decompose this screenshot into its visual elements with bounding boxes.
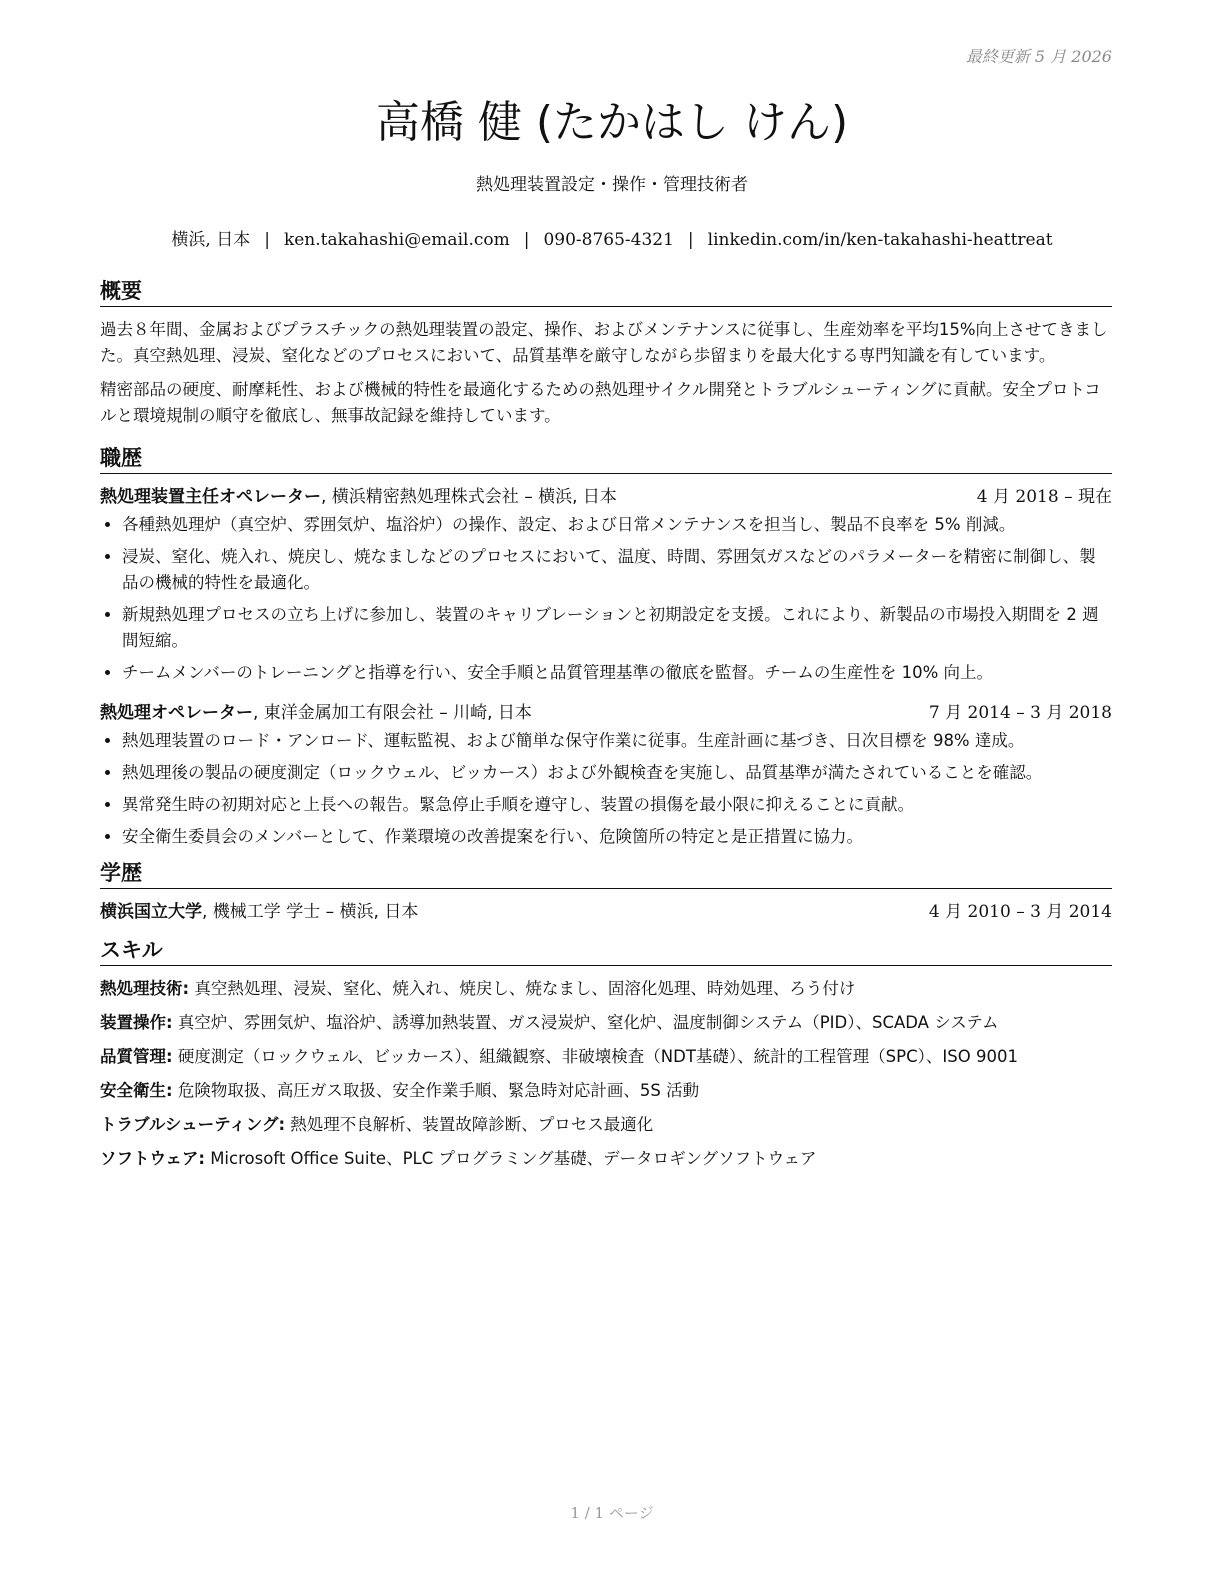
resume-content — [100, 278, 1112, 1180]
job-bullet: • 安全衛生委員会のメンバーとして、作業環境の改善提案を行い、危険箇所の特定と是正措置に協力。 — [122, 824, 1112, 850]
job-bullet: • 異常発生時の初期対応と上長への報告。緊急停止手順を遵守し、装置の損傷を最小限に抑えることに貢献。 — [122, 792, 1112, 818]
skill-value: 真空炉、雰囲気炉、塩浴炉、誘導加熱装置、ガス浸炭炉、窒化炉、温度制御システム（PID）、SCADA システム — [172, 1013, 999, 1032]
education-school: 横浜国立大学 — [100, 902, 202, 922]
job-bullet: • 熱処理装置のロード・アンロード、運転監視、および簡単な保守作業に従事。生産計画に基づき、日次目標を 98% 達成。 — [122, 728, 1112, 754]
job-header — [100, 700, 1112, 726]
job-role: 熱処理オペレーター — [100, 703, 253, 723]
contact-email[interactable]: ken.takahashi@email.com — [283, 230, 510, 250]
job-company: , 横浜精密熱処理株式会社 – 横浜, 日本 — [321, 487, 617, 507]
skill-value: 熱処理不良解析、装置故障診断、プロセス最適化 — [285, 1115, 654, 1134]
job-role-company — [100, 700, 532, 726]
summary-paragraph: 精密部品の硬度、耐摩耗性、および機械的特性を最適化するための熱処理サイクル開発とトラブルシューティングに貢献。安全プロトコルと環境規制の順守を徹底し、無事故記録を維持しています。 — [100, 380, 1101, 425]
skill-label: 品質管理: — [100, 1047, 173, 1066]
skill-item — [100, 1010, 1112, 1036]
page-number: 1 / 1 ページ — [570, 1504, 654, 1522]
skill-label: 熱処理技術: — [100, 979, 190, 998]
job-role: 熱処理装置主任オペレーター — [100, 487, 321, 507]
contact-line — [0, 225, 1224, 250]
skill-value: 真空熱処理、浸炭、窒化、焼入れ、焼戻し、焼なまし、固溶化処理、時効処理、ろう付け — [189, 979, 856, 998]
section-title-skills: スキル — [100, 937, 1112, 966]
job-entry — [100, 700, 1112, 850]
education-entry — [100, 899, 1112, 925]
section-title-experience: 職歴 — [100, 445, 1112, 474]
job-headline: 熱処理装置設定・操作・管理技術者 — [476, 175, 748, 195]
section-title-education: 学歴 — [100, 860, 1112, 889]
job-entry — [100, 484, 1112, 686]
skill-value: Microsoft Office Suite、PLC プログラミング基礎、データロギングソフトウェア — [204, 1149, 817, 1168]
candidate-name: 高橋 健 (たかはし けん) — [375, 97, 849, 148]
contact-separator: | — [264, 230, 270, 250]
skill-item — [100, 1044, 1112, 1070]
contact-separator: | — [523, 230, 530, 250]
skill-value: 危険物取扱、高圧ガス取扱、安全作業手順、緊急時対応計画、5S 活動 — [172, 1081, 700, 1100]
summary-paragraph: 過去８年間、金属およびプラスチックの熱処理装置の設定、操作、およびメンテナンスに従事し、生産効率を平均15%向上させてきました。真空熱処理、浸炭、窒化などのプロセスにおいて、品質基準を厳守しながら歩留まりを最大化する専門知識を有しています。 — [100, 320, 1108, 365]
job-dates: 7 月 2014 – 3 月 2018 — [928, 703, 1112, 723]
education-degree: , 機械工学 学士 – 横浜, 日本 — [202, 902, 419, 922]
skill-label: ソフトウェア: — [100, 1149, 205, 1168]
section-title-summary: 概要 — [100, 278, 1112, 307]
job-bullet: • 各種熱処理炉（真空炉、雰囲気炉、塩浴炉）の操作、設定、および日常メンテナンスを担当し、製品不良率を 5% 削減。 — [122, 512, 1112, 538]
skill-label: 安全衛生: — [100, 1081, 173, 1100]
contact-location: 横浜, 日本 — [171, 230, 251, 250]
last-updated: 最終更新 5 月 2026 — [965, 47, 1112, 66]
job-bullet: • 熱処理後の製品の硬度測定（ロックウェル、ビッカース）および外観検査を実施し、品質基準が満たされていることを確認。 — [122, 760, 1112, 786]
job-bullet: • 新規熱処理プロセスの立ち上げに参加し、装置のキャリブレーションと初期設定を支援。これにより、新製品の市場投入期間を 2 週間短縮。 — [122, 602, 1112, 654]
job-bullet: • 浸炭、窒化、焼入れ、焼戻し、焼なましなどのプロセスにおいて、温度、時間、雰囲気ガスなどのパラメーターを精密に制御し、製品の機械的特性を最適化。 — [122, 544, 1112, 596]
skill-label: トラブルシューティング: — [100, 1115, 286, 1134]
job-bullets — [100, 512, 1112, 686]
job-role-company — [100, 484, 617, 510]
job-company: , 東洋金属加工有限会社 – 川崎, 日本 — [253, 703, 532, 723]
job-header — [100, 484, 1112, 510]
skill-item — [100, 976, 1112, 1002]
skill-item — [100, 1146, 1112, 1172]
skill-item — [100, 1112, 1112, 1138]
education-dates: 4 月 2010 – 3 月 2014 — [928, 902, 1112, 922]
contact-separator: | — [687, 230, 694, 250]
skill-value: 硬度測定（ロックウェル、ビッカース）、組織観察、非破壊検査（NDT基礎）、統計的工程管理（SPC）、ISO 9001 — [172, 1047, 1018, 1066]
education-school-degree — [100, 899, 418, 925]
job-bullet: • チームメンバーのトレーニングと指導を行い、安全手順と品質管理基準の徹底を監督。チームの生産性を 10% 向上。 — [122, 660, 1112, 686]
contact-linkedin[interactable]: linkedin.com/in/ken-takahashi-heattreat — [707, 230, 1053, 250]
job-bullets — [100, 728, 1112, 850]
skill-item — [100, 1078, 1112, 1104]
contact-phone[interactable]: 090-8765-4321 — [543, 230, 674, 250]
skill-label: 装置操作: — [100, 1013, 173, 1032]
job-dates: 4 月 2018 – 現在 — [976, 487, 1112, 507]
